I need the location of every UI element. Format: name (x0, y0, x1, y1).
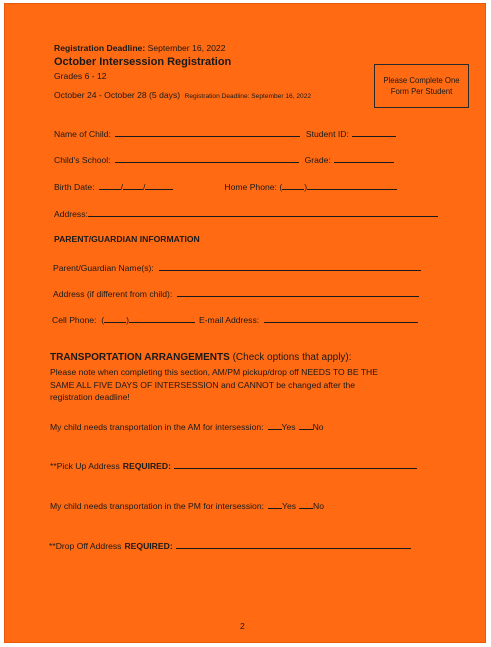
home-phone-label: Home Phone: ( (224, 182, 283, 192)
dropoff-label: **Drop Off Address (49, 541, 122, 551)
am-question: My child needs transportation in the AM for intersession: (50, 422, 264, 432)
pickup-address-field[interactable] (174, 459, 417, 469)
email-label: E-mail Address: (198, 315, 260, 325)
am-yes-label: Yes (281, 422, 296, 432)
phone-paren: ) (126, 315, 129, 325)
pm-question: My child needs transportation in the PM for intersession: (50, 501, 264, 511)
box-note-line2: Form Per Student (390, 87, 453, 96)
dropoff-address-field[interactable] (176, 539, 411, 549)
cell-phone-field[interactable] (129, 313, 195, 323)
pm-yes-label: Yes (282, 501, 297, 511)
alt-address-row (53, 287, 419, 299)
grades-text: Grades 6 - 12 (54, 71, 107, 81)
address-field[interactable] (88, 207, 438, 217)
am-no-label: No (312, 422, 324, 432)
deadline-date: September 16, 2022 (147, 43, 226, 53)
birth-day-field[interactable] (120, 180, 146, 192)
cell-email-row (52, 313, 418, 325)
address-row (54, 207, 438, 219)
child-name-label: Name of Child: (54, 129, 111, 139)
box-note-line1: Please Complete One (383, 76, 460, 85)
deadline-label: Registration Deadline: (54, 43, 146, 53)
birth-month-field[interactable] (99, 180, 121, 190)
transport-note-line3: registration deadline! (50, 392, 130, 402)
transport-note-line2: SAME ALL FIVE DAYS OF INTERSESSION and CANNOT be changed after the (50, 379, 356, 390)
pm-no-label: No (313, 501, 325, 511)
parent-names-row (53, 261, 421, 273)
form-title: October Intersession Registration (54, 56, 232, 68)
pm-no-checkbox[interactable] (299, 499, 313, 509)
page-number: 2 (240, 621, 245, 631)
date-slash: / (120, 182, 123, 192)
pickup-required: REQUIRED: (122, 461, 171, 471)
pickup-address-row (50, 459, 417, 471)
school-label: Child's School: (54, 155, 111, 165)
student-id-label: Student ID: (305, 129, 349, 139)
email-field[interactable] (264, 313, 418, 323)
parent-names-field[interactable] (159, 261, 421, 271)
child-name-field[interactable] (115, 127, 300, 137)
session-dates: October 24 - October 28 (5 days) (54, 90, 181, 100)
transport-heading-note: (Check options that apply): (232, 352, 352, 363)
pm-yes-checkbox[interactable] (268, 499, 282, 509)
am-yes-checkbox[interactable] (268, 420, 282, 430)
one-form-per-student-note (374, 64, 469, 108)
deadline-header (54, 43, 226, 53)
school-field[interactable] (115, 153, 299, 163)
parent-names-label: Parent/Guardian Name(s): (53, 263, 154, 273)
cell-phone-area-field[interactable] (104, 313, 126, 323)
address-label: Address: (54, 209, 88, 219)
alt-address-label: Address (if different from child): (53, 289, 173, 299)
school-row (54, 153, 394, 165)
dates-line (54, 85, 311, 103)
alt-address-field[interactable] (177, 287, 419, 297)
transport-heading-line (50, 352, 352, 363)
phone-paren: ) (304, 182, 308, 192)
grade-label: Grade: (304, 155, 331, 165)
student-id-field[interactable] (352, 127, 396, 137)
pickup-label: **Pick Up Address (50, 461, 120, 471)
parent-section-heading: PARENT/GUARDIAN INFORMATION (54, 234, 200, 244)
session-deadline: Registration Deadline: September 16, 2022 (184, 93, 312, 100)
date-slash: / (143, 182, 146, 192)
am-transport-row (50, 420, 324, 432)
birth-date-row (54, 180, 397, 192)
home-phone-area-field[interactable] (282, 180, 304, 190)
dropoff-address-row (49, 539, 411, 551)
cell-phone-label: Cell Phone: ( (52, 315, 105, 325)
grade-field[interactable] (334, 153, 394, 163)
dropoff-required: REQUIRED: (124, 541, 173, 551)
transport-heading: TRANSPORTATION ARRANGEMENTS (50, 352, 230, 363)
transport-note (50, 366, 378, 404)
home-phone-field[interactable] (307, 180, 397, 190)
pm-transport-row (50, 499, 324, 511)
am-no-checkbox[interactable] (299, 420, 313, 430)
birth-date-label: Birth Date: (54, 182, 95, 192)
transport-note-line1: Please note when completing this section, AM/PM pickup/drop off NEEDS TO BE THE (50, 367, 378, 377)
child-name-row (54, 127, 396, 139)
birth-year-field[interactable] (145, 180, 173, 190)
